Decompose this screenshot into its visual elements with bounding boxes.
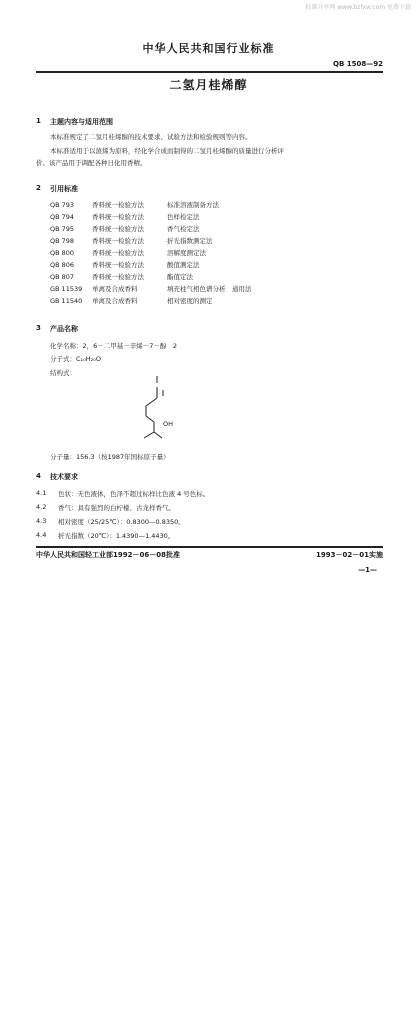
section3-heading: 产品名称 (50, 325, 78, 333)
section1-number: 1 (36, 117, 41, 125)
chemical-name: 化学名称：2，6－二甲基－辛烯－7－醇 2 (50, 342, 178, 350)
reference-row (50, 296, 213, 305)
ref-code: QB 806 (50, 261, 75, 269)
footer-rule (36, 546, 383, 548)
ref-code: QB 795 (50, 225, 75, 233)
ref-name: 香气检定法 (167, 225, 200, 233)
requirement-text: 相对密度（25/25℃）：0.8300—0.8350。 (58, 518, 185, 526)
reference-row (50, 200, 219, 209)
structure-label: 结构式： (50, 369, 76, 377)
section2-heading: 引用标准 (50, 185, 78, 193)
ref-code: QB 794 (50, 213, 75, 221)
ref-name: 酸值测定法 (167, 261, 200, 269)
reference-row (50, 284, 252, 293)
ref-method: 香料统一检验方法 (92, 237, 144, 245)
section4-number: 4 (36, 472, 41, 480)
ref-code: QB 800 (50, 249, 75, 257)
reference-row (50, 224, 200, 233)
ref-method: 香料统一检验方法 (92, 261, 144, 269)
section2-number: 2 (36, 184, 41, 192)
molecular-weight: 分子量：156.3（按1987年国标原子量） (50, 453, 170, 461)
watermark: 标准分享网 www.bzfxw.com 免费下载 (305, 4, 411, 11)
structure-bond (146, 398, 157, 406)
ref-name: 色样检定法 (167, 213, 200, 221)
ref-code: GB 11539 (50, 285, 83, 293)
reference-row (50, 236, 213, 245)
ref-code: QB 798 (50, 237, 75, 245)
ref-name: 标准溶液制备方法 (167, 201, 219, 209)
ref-code: QB 793 (50, 201, 75, 209)
ref-method: 香料统一检验方法 (92, 273, 144, 281)
organization-title: 中华人民共和国行业标准 (142, 42, 275, 55)
reference-row (50, 248, 206, 257)
section1-para1: 本标准规定了二氢月桂烯醇的技术要求、试验方法和检验规则等内容。 (50, 133, 252, 141)
hydroxyl-label: OH (163, 420, 174, 428)
ref-method: 香料统一检验方法 (92, 201, 144, 209)
structure-bond (146, 416, 154, 422)
ref-name: 相对密度的测定 (167, 297, 213, 305)
standard-number: QB 1508—92 (333, 60, 383, 68)
section3-number: 3 (36, 324, 41, 332)
structure-bond (154, 432, 162, 438)
requirement-number: 4.3 (36, 517, 47, 525)
structure-bond (144, 432, 154, 438)
requirement-text: 色状：无色液体，色泽不超过标样比色液 4 号色标。 (58, 490, 210, 498)
ref-code: GB 11540 (50, 297, 83, 305)
section1-para2-line2: 价。该产品用于调配各种日化用香精。 (36, 159, 147, 167)
ref-name: 折光指数测定法 (167, 237, 213, 245)
requirement-text: 香气：具有强烈的白柠檬、古龙样香气。 (58, 504, 175, 512)
ref-name: 填充柱气相色谱分析 通用法 (167, 285, 252, 293)
ref-method: 香料统一检验方法 (92, 213, 144, 221)
requirement-number: 4.1 (36, 489, 47, 497)
approval-line: 中华人民共和国轻工业部1992－06－08批准 (36, 551, 180, 559)
document-title: 二氢月桂烯醇 (169, 78, 248, 92)
structural-formula-diagram (130, 376, 190, 446)
requirement-number: 4.2 (36, 503, 47, 511)
header-rule (36, 71, 383, 73)
ref-method: 单离及合成香料 (92, 285, 138, 293)
ref-name: 溶解度测定法 (167, 249, 206, 257)
section1-heading: 主题内容与适用范围 (50, 118, 113, 126)
section1-para2-line1: 本标准适用于以蒎烯为原料，经化学合成而制得的二氢月桂烯醇的质量进行分析评 (50, 147, 284, 155)
reference-row (50, 272, 193, 281)
ref-code: QB 807 (50, 273, 75, 281)
page-number: —1— (358, 566, 377, 574)
ref-method: 香料统一检验方法 (92, 249, 144, 257)
effective-date: 1993－02－01实施 (316, 551, 383, 559)
molecular-formula: 分子式：C₁₀H₂₀O (50, 355, 101, 363)
section4-heading: 技术要求 (50, 473, 78, 481)
ref-name: 酯值定法 (167, 273, 193, 281)
requirement-number: 4.4 (36, 531, 47, 539)
reference-row (50, 260, 200, 269)
requirement-text: 折光指数（20℃）：1.4390—1.4430。 (58, 532, 175, 540)
ref-method: 香料统一检验方法 (92, 225, 144, 233)
ref-method: 单离及合成香料 (92, 297, 138, 305)
reference-row (50, 212, 200, 221)
